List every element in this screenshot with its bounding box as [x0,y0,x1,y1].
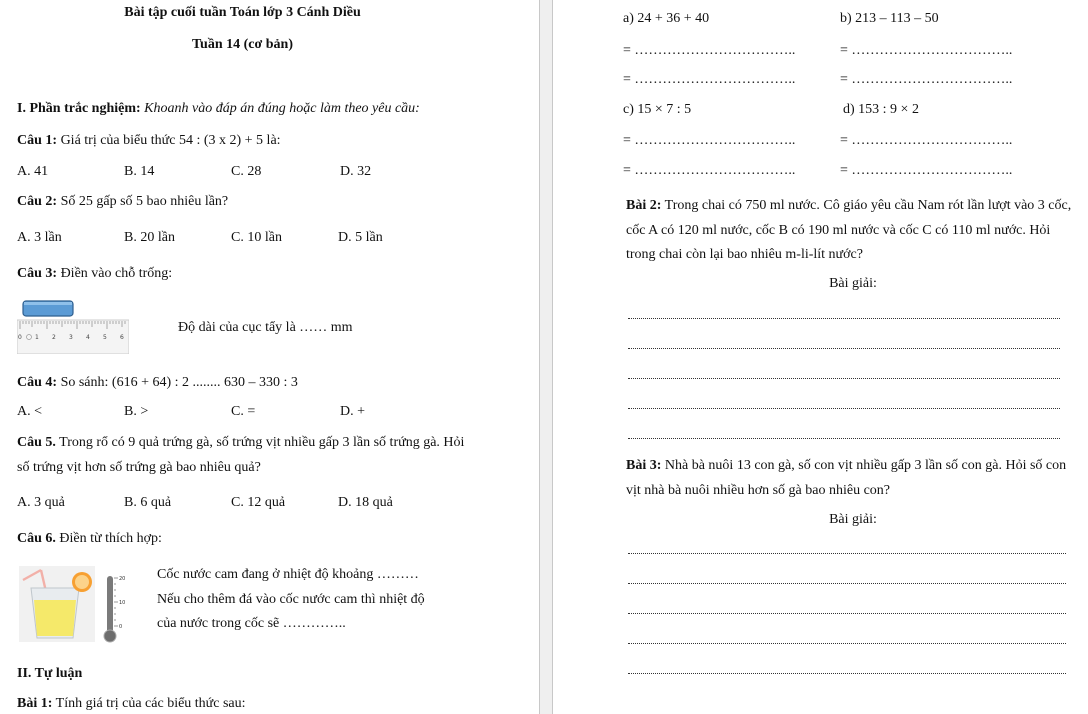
question-6-line1: Cốc nước cam đang ở nhiệt độ khoảng ……… [157,567,419,582]
bai1-expression-a: a) 24 + 36 + 40 [623,11,710,26]
question-1-label: Câu 1: [17,133,58,148]
ruler-tick-5: 5 [103,334,107,341]
question-6 [17,531,162,547]
bai1-b-blank-2[interactable]: = …………………………….. [840,72,1013,87]
part2-heading: II. Tự luận [17,666,83,681]
bai1-expression-b: b) 213 – 113 – 50 [840,11,939,26]
bai1-c-blank-2[interactable]: = …………………………….. [623,163,796,178]
bai2-answer-line-1[interactable] [628,318,1060,319]
question-3-statement: Độ dài của cục tẩy là …… mm [178,320,353,335]
question-4-label: Câu 4: [17,375,58,390]
q5-option-d[interactable]: D. 18 quả [338,495,393,510]
ruler-tick-0: 0 [18,334,22,341]
ruler-tick-2: 2 [52,334,56,341]
part1-heading-italic: Khoanh vào đáp án đúng hoặc làm theo yêu cầu: [140,101,420,116]
q4-option-c[interactable]: C. = [231,404,256,419]
bai3-label: Bài 3: [626,458,662,473]
bai2-label: Bài 2: [626,198,662,213]
bai1-label: Bài 1: [17,696,53,711]
eraser-ruler-image [17,300,129,354]
bai1-d-blank-2[interactable]: = …………………………….. [840,163,1013,178]
page-gap [539,0,553,714]
question-3 [17,266,172,282]
q4-option-a[interactable]: A. < [17,404,43,419]
question-5 [17,435,464,451]
document-title: Bài tập cuối tuần Toán lớp 3 Cánh Diều [124,5,361,20]
thermo-tick-0: 0 [119,624,123,630]
bai2-answer-line-5[interactable] [628,438,1060,439]
question-6-label: Câu 6. [17,531,56,546]
q2-option-a[interactable]: A. 3 lần [17,230,62,245]
question-1-text: Giá trị của biểu thức 54 : (3 x 2) + 5 là: [57,133,281,148]
bai2-text-line2: cốc A có 120 ml nước, cốc B có 190 ml nước và cốc C có 110 ml nước. Hỏi [626,223,1051,238]
bai1-expression-c: c) 15 × 7 : 5 [623,102,692,117]
bai2-solution-label: Bài giải: [829,276,877,291]
question-2-label: Câu 2: [17,194,58,209]
question-2 [17,194,228,210]
bai2-line1 [626,198,1071,214]
q1-option-c[interactable]: C. 28 [231,164,262,179]
question-6-line2: Nếu cho thêm đá vào cốc nước cam thì nhiệt độ [157,592,425,607]
bai1-a-blank-1[interactable]: = …………………………….. [623,43,796,58]
part1-heading [17,101,420,117]
bai2-text-line1: Trong chai có 750 ml nước. Cô giáo yêu cầu Nam rót lần lượt vào 3 cốc, [661,198,1072,213]
thermo-tick-10: 10 [119,600,126,606]
bai1-c-blank-1[interactable]: = …………………………….. [623,133,796,148]
bai1-heading [17,696,246,712]
q1-option-a[interactable]: A. 41 [17,164,49,179]
document-page-right [553,0,1088,714]
ruler-tick-1: 1 [35,334,39,341]
bai3-text-line1: Nhà bà nuôi 13 con gà, số con vịt nhiều gấp 3 lần số con gà. Hỏi số con [661,458,1067,473]
bai1-a-blank-2[interactable]: = …………………………….. [623,72,796,87]
q1-option-d[interactable]: D. 32 [340,164,372,179]
eraser-highlight [24,302,72,305]
ruler-tick-4: 4 [86,334,90,341]
document-subtitle: Tuần 14 (cơ bản) [192,37,293,52]
bai3-solution-label: Bài giải: [829,512,877,527]
question-5-text-line1: Trong rổ có 9 quả trứng gà, số trứng vịt nhiều gấp 3 lần số trứng gà. Hỏi [55,435,465,450]
q5-option-a[interactable]: A. 3 quả [17,495,65,510]
question-4 [17,375,298,391]
bai2-answer-line-3[interactable] [628,378,1060,379]
bai2-answer-line-4[interactable] [628,408,1060,409]
question-1 [17,133,281,149]
bai2-text-line3: trong chai còn lại bao nhiêu m-li-lít nước? [626,247,863,262]
thermometer-bulb [104,630,116,642]
bai3-line1 [626,458,1066,474]
bai1-text: Tính giá trị của các biểu thức sau: [52,696,246,711]
question-2-text: Số 25 gấp số 5 bao nhiêu lần? [57,194,229,209]
question-5-text-line2: số trứng vịt hơn số trứng gà bao nhiêu quả? [17,460,261,475]
bai1-d-blank-1[interactable]: = …………………………….. [840,133,1013,148]
bai3-answer-line-5[interactable] [628,673,1066,674]
q1-option-b[interactable]: B. 14 [124,164,155,179]
thermo-tick-20: 20 [119,576,126,582]
question-5-label: Câu 5. [17,435,56,450]
question-4-text: So sánh: (616 + 64) : 2 ........ 630 – 330 : 3 [57,375,298,390]
bai3-answer-line-4[interactable] [628,643,1066,644]
bai1-expression-d: d) 153 : 9 × 2 [843,102,919,117]
q2-option-d[interactable]: D. 5 lần [338,230,383,245]
document-page-left [0,0,539,714]
bai1-b-blank-1[interactable]: = …………………………….. [840,43,1013,58]
q4-option-b[interactable]: B. > [124,404,149,419]
bai2-answer-line-2[interactable] [628,348,1060,349]
orange-juice-thermometer-image [19,566,129,644]
eraser-ruler-icon [17,300,129,354]
orange-slice-inner [75,575,89,589]
question-6-text: Điền từ thích hợp: [55,531,162,546]
bai3-answer-line-2[interactable] [628,583,1066,584]
part1-heading-bold: I. Phần trắc nghiệm: [17,101,141,116]
bai3-answer-line-1[interactable] [628,553,1066,554]
q2-option-c[interactable]: C. 10 lần [231,230,282,245]
q4-option-d[interactable]: D. + [340,404,366,419]
q5-option-c[interactable]: C. 12 quả [231,495,286,510]
thermometer-tube [107,576,113,634]
question-3-text: Điền vào chỗ trống: [57,266,173,281]
thermometer-ticks [114,578,118,626]
q5-option-b[interactable]: B. 6 quả [124,495,172,510]
juice [34,600,76,636]
question-6-line3: của nước trong cốc sẽ ………….. [157,616,346,631]
ruler-tick-6: 6 [120,334,124,341]
q2-option-b[interactable]: B. 20 lần [124,230,175,245]
bai3-answer-line-3[interactable] [628,613,1066,614]
bai3-text-line2: vịt nhà bà nuôi nhiều hơn số gà bao nhiêu con? [626,483,891,498]
ruler-tick-3: 3 [69,334,73,341]
orange-juice-icon [19,566,129,644]
question-3-label: Câu 3: [17,266,58,281]
ruler-body [17,320,129,354]
